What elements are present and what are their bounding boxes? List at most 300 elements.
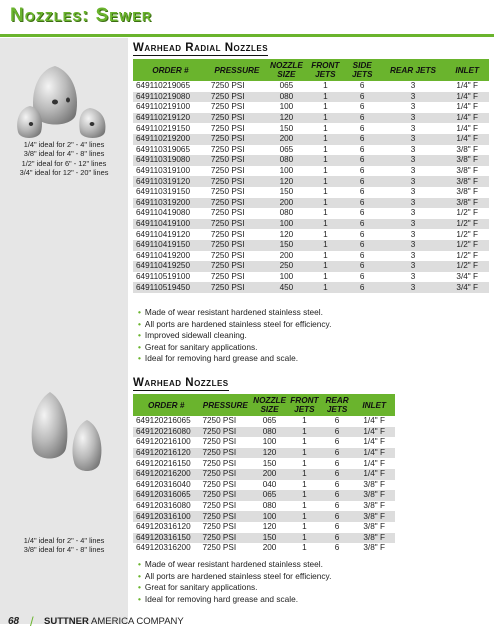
table-cell: 649110319150	[133, 187, 208, 198]
table-cell: 7250 PSI	[199, 427, 251, 438]
table-cell: 7250 PSI	[199, 522, 251, 533]
table-cell: 649120316040	[133, 480, 199, 491]
table-cell: 6	[344, 166, 381, 177]
table-row	[133, 219, 489, 230]
radial-feature: • Improved sidewall cleaning.	[138, 330, 331, 342]
table-row	[133, 229, 489, 240]
table-cell: 7250 PSI	[208, 282, 266, 293]
table-cell: 6	[344, 229, 381, 240]
table-cell: 1	[288, 511, 321, 522]
col-rear-jets-l1: REAR	[325, 396, 349, 405]
table-cell: 1	[307, 208, 344, 219]
table-cell: 200	[266, 134, 307, 145]
table-cell: 1/4" F	[353, 416, 395, 427]
table-cell: 649110219200	[133, 134, 208, 145]
table-cell: 7250 PSI	[208, 272, 266, 283]
col-nozzle-size	[266, 59, 307, 81]
table-cell: 120	[251, 448, 288, 459]
table-cell: 6	[344, 92, 381, 103]
table-cell: 3/8" F	[353, 533, 395, 544]
table-cell: 7250 PSI	[199, 533, 251, 544]
table-cell: 200	[266, 198, 307, 209]
col-pressure: PRESSURE	[199, 394, 251, 416]
table-cell: 6	[321, 437, 353, 448]
table-cell: 3/4" F	[445, 282, 489, 293]
table-cell: 1/2" F	[445, 240, 489, 251]
table-cell: 7250 PSI	[208, 240, 266, 251]
table-cell: 649110219120	[133, 113, 208, 124]
table-cell: 1	[307, 145, 344, 156]
table-cell: 150	[266, 240, 307, 251]
table-cell: 1	[307, 113, 344, 124]
table-cell: 080	[266, 155, 307, 166]
col-front-jets-l2: JETS	[294, 405, 315, 414]
table-cell: 100	[266, 219, 307, 230]
radial-feature: • Great for sanitary applications.	[138, 342, 331, 354]
warhead-table-header	[133, 394, 395, 416]
company-name-bold: SUTTNER	[44, 616, 89, 627]
table-cell: 1	[288, 448, 321, 459]
table-cell: 1	[307, 187, 344, 198]
table-cell: 1	[288, 543, 321, 554]
warhead-feature: • Great for sanitary applications.	[138, 582, 331, 594]
table-cell: 6	[321, 458, 353, 469]
table-cell: 7250 PSI	[208, 219, 266, 230]
table-cell: 1	[307, 282, 344, 293]
table-cell: 1	[307, 102, 344, 113]
table-cell: 3	[381, 123, 446, 134]
table-cell: 6	[344, 134, 381, 145]
table-cell: 6	[344, 272, 381, 283]
radial-note-2: 3/8" ideal for 4" - 8" lines	[23, 149, 105, 159]
table-cell: 1/2" F	[445, 251, 489, 262]
table-cell: 1/4" F	[353, 437, 395, 448]
table-cell: 649110419120	[133, 229, 208, 240]
table-cell: 100	[251, 437, 288, 448]
table-cell: 6	[321, 448, 353, 459]
table-cell: 1/4" F	[353, 469, 395, 480]
table-row	[133, 416, 395, 427]
col-inlet: INLET	[353, 394, 395, 416]
table-cell: 1	[307, 92, 344, 103]
col-front-jets	[288, 394, 321, 416]
table-cell: 1	[288, 458, 321, 469]
page-title: Nozzles: Sewer	[10, 5, 153, 26]
table-row	[133, 533, 395, 544]
table-cell: 1	[307, 219, 344, 230]
table-cell: 7250 PSI	[208, 166, 266, 177]
col-rear-jets-l2: JETS	[326, 405, 348, 414]
table-row	[133, 501, 395, 512]
table-cell: 6	[344, 282, 381, 293]
table-cell: 7250 PSI	[208, 81, 266, 92]
radial-note-1: 1/4" ideal for 2" - 4" lines	[23, 140, 105, 149]
table-row	[133, 81, 489, 92]
table-cell: 649110419100	[133, 219, 208, 230]
col-nozzle-size-l1: NOZZLE	[253, 396, 286, 405]
table-row	[133, 261, 489, 272]
table-cell: 7250 PSI	[208, 187, 266, 198]
table-cell: 649110219065	[133, 81, 208, 92]
table-cell: 649110419200	[133, 251, 208, 262]
table-cell: 649110419150	[133, 240, 208, 251]
table-cell: 1	[307, 272, 344, 283]
table-row	[133, 123, 489, 134]
table-cell: 649120216120	[133, 448, 199, 459]
table-cell: 6	[321, 511, 353, 522]
table-cell: 3/8" F	[353, 501, 395, 512]
table-cell: 1/2" F	[445, 219, 489, 230]
table-cell: 040	[251, 480, 288, 491]
table-cell: 3	[381, 198, 446, 209]
col-front-jets-l1: FRONT	[311, 61, 340, 70]
table-cell: 649120316080	[133, 501, 199, 512]
table-row	[133, 511, 395, 522]
table-cell: 1	[307, 251, 344, 262]
table-cell: 3/4" F	[445, 272, 489, 283]
table-cell: 120	[266, 229, 307, 240]
warhead-section-title: Warhead Nozzles	[133, 377, 229, 389]
warhead-table-body	[133, 416, 395, 554]
table-cell: 1	[307, 134, 344, 145]
table-cell: 7250 PSI	[199, 480, 251, 491]
table-cell: 6	[321, 490, 353, 501]
col-front-jets	[307, 59, 344, 81]
col-side-jets	[344, 59, 381, 81]
page-header	[0, 0, 494, 38]
page-number: 68	[8, 616, 20, 627]
warhead-nozzles-photo	[14, 390, 118, 482]
table-cell: 3/8" F	[445, 198, 489, 209]
table-row	[133, 176, 489, 187]
warhead-feature: • Made of wear resistant hardened stainless steel.	[138, 559, 331, 571]
table-cell: 1	[288, 490, 321, 501]
table-cell: 065	[251, 490, 288, 501]
page-footer	[0, 610, 494, 640]
table-cell: 100	[251, 511, 288, 522]
table-cell: 100	[266, 166, 307, 177]
table-cell: 1/4" F	[445, 92, 489, 103]
col-nozzle-size-l2: SIZE	[260, 405, 279, 414]
table-cell: 7250 PSI	[208, 261, 266, 272]
table-row	[133, 113, 489, 124]
table-cell: 649120316100	[133, 511, 199, 522]
table-cell: 3	[381, 208, 446, 219]
col-rear-jets	[321, 394, 353, 416]
table-cell: 3/8" F	[353, 480, 395, 491]
table-cell: 3/8" F	[445, 187, 489, 198]
radial-nozzles-photo	[10, 62, 120, 142]
col-nozzle-size-l2: SIZE	[277, 70, 296, 79]
table-cell: 065	[266, 145, 307, 156]
table-cell: 1/4" F	[445, 134, 489, 145]
table-cell: 6	[321, 427, 353, 438]
table-cell: 1/4" F	[445, 123, 489, 134]
table-cell: 1/4" F	[445, 81, 489, 92]
table-cell: 7250 PSI	[208, 134, 266, 145]
table-cell: 3	[381, 282, 446, 293]
table-cell: 1	[307, 198, 344, 209]
table-cell: 1/2" F	[445, 208, 489, 219]
table-row	[133, 187, 489, 198]
table-cell: 1	[288, 501, 321, 512]
table-cell: 649110219080	[133, 92, 208, 103]
table-cell: 7250 PSI	[208, 145, 266, 156]
table-cell: 3	[381, 176, 446, 187]
warhead-feature: • All ports are hardened stainless steel for efficiency.	[138, 571, 331, 583]
radial-feature: • All ports are hardened stainless steel for efficiency.	[138, 319, 331, 331]
table-cell: 649110319065	[133, 145, 208, 156]
col-rear-jets: REAR JETS	[381, 59, 446, 81]
table-row	[133, 155, 489, 166]
table-row	[133, 102, 489, 113]
table-row	[133, 134, 489, 145]
warhead-sizing-notes	[2, 536, 126, 555]
table-cell: 6	[321, 522, 353, 533]
table-cell: 3/8" F	[353, 490, 395, 501]
table-cell: 080	[266, 92, 307, 103]
table-cell: 120	[266, 176, 307, 187]
table-cell: 1	[307, 123, 344, 134]
table-cell: 7250 PSI	[199, 437, 251, 448]
company-name-rest: AMERICA COMPANY	[91, 616, 184, 627]
table-cell: 3/8" F	[353, 543, 395, 554]
table-cell: 7250 PSI	[199, 469, 251, 480]
table-cell: 7250 PSI	[199, 490, 251, 501]
table-cell: 065	[266, 81, 307, 92]
col-nozzle-size-l1: NOZZLE	[270, 61, 303, 70]
radial-table-body	[133, 81, 489, 293]
table-cell: 3	[381, 261, 446, 272]
table-cell: 7250 PSI	[208, 198, 266, 209]
company-name	[44, 616, 184, 627]
col-front-jets-l2: JETS	[315, 70, 336, 79]
radial-feature: • Ideal for removing hard grease and scale.	[138, 353, 331, 365]
warhead-feature: • Ideal for removing hard grease and scale.	[138, 594, 331, 606]
table-cell: 6	[321, 469, 353, 480]
table-row	[133, 469, 395, 480]
table-cell: 3/8" F	[353, 522, 395, 533]
table-cell: 649110319080	[133, 155, 208, 166]
table-cell: 7250 PSI	[208, 251, 266, 262]
table-cell: 649120316065	[133, 490, 199, 501]
warhead-note-1: 1/4" ideal for 2" - 4" lines	[23, 536, 105, 545]
table-cell: 6	[344, 81, 381, 92]
table-row	[133, 282, 489, 293]
table-row	[133, 208, 489, 219]
table-cell: 150	[251, 533, 288, 544]
table-cell: 3	[381, 81, 446, 92]
col-side-jets-l1: SIDE	[352, 61, 372, 70]
table-cell: 649120216200	[133, 469, 199, 480]
table-cell: 200	[266, 251, 307, 262]
table-row	[133, 543, 395, 554]
col-nozzle-size	[251, 394, 288, 416]
radial-note-4: 3/4" ideal for 12" - 20" lines	[19, 167, 109, 177]
table-cell: 3	[381, 166, 446, 177]
table-cell: 3/8" F	[445, 166, 489, 177]
table-cell: 1	[288, 427, 321, 438]
table-cell: 649120316200	[133, 543, 199, 554]
table-cell: 3	[381, 113, 446, 124]
table-cell: 649120216150	[133, 458, 199, 469]
table-cell: 1	[288, 469, 321, 480]
radial-nozzles-table	[133, 59, 489, 293]
table-cell: 7250 PSI	[199, 543, 251, 554]
table-cell: 7250 PSI	[208, 113, 266, 124]
radial-section-title: Warhead Radial Nozzles	[133, 42, 269, 54]
table-cell: 649110219150	[133, 123, 208, 134]
footer-divider: /	[30, 614, 34, 629]
table-cell: 6	[344, 123, 381, 134]
table-cell: 1	[307, 176, 344, 187]
table-cell: 649110319200	[133, 198, 208, 209]
table-cell: 6	[321, 533, 353, 544]
table-cell: 6	[344, 261, 381, 272]
table-row	[133, 240, 489, 251]
table-cell: 150	[266, 123, 307, 134]
table-row	[133, 427, 395, 438]
table-cell: 150	[266, 187, 307, 198]
table-cell: 3	[381, 219, 446, 230]
radial-sizing-notes	[2, 140, 126, 177]
table-cell: 6	[344, 187, 381, 198]
table-cell: 6	[321, 480, 353, 491]
table-cell: 6	[344, 113, 381, 124]
table-cell: 3	[381, 187, 446, 198]
table-cell: 6	[344, 155, 381, 166]
table-row	[133, 522, 395, 533]
col-front-jets-l1: FRONT	[290, 396, 319, 405]
table-cell: 7250 PSI	[208, 208, 266, 219]
table-cell: 200	[251, 469, 288, 480]
table-cell: 1/2" F	[445, 229, 489, 240]
table-cell: 1/4" F	[445, 102, 489, 113]
table-cell: 065	[251, 416, 288, 427]
table-cell: 1	[307, 155, 344, 166]
table-cell: 6	[344, 145, 381, 156]
table-cell: 6	[344, 240, 381, 251]
table-cell: 1/4" F	[353, 458, 395, 469]
warhead-note-2: 3/8" ideal for 4" - 8" lines	[23, 545, 105, 555]
table-cell: 3/8" F	[445, 176, 489, 187]
table-cell: 649110419080	[133, 208, 208, 219]
table-row	[133, 145, 489, 156]
col-order: ORDER #	[133, 59, 208, 81]
col-side-jets-l2: JETS	[351, 70, 373, 79]
table-row	[133, 448, 395, 459]
table-row	[133, 480, 395, 491]
table-cell: 6	[344, 251, 381, 262]
table-cell: 649110519450	[133, 282, 208, 293]
radial-note-3: 1/2" ideal for 6" - 12" lines	[21, 158, 107, 168]
table-cell: 6	[344, 102, 381, 113]
table-cell: 1	[288, 522, 321, 533]
table-cell: 1	[307, 166, 344, 177]
table-cell: 3	[381, 102, 446, 113]
table-cell: 120	[251, 522, 288, 533]
table-cell: 1	[307, 229, 344, 240]
table-row	[133, 166, 489, 177]
table-cell: 649120216065	[133, 416, 199, 427]
table-row	[133, 251, 489, 262]
table-cell: 150	[251, 458, 288, 469]
table-cell: 3/8" F	[445, 155, 489, 166]
table-cell: 7250 PSI	[208, 92, 266, 103]
table-cell: 6	[321, 501, 353, 512]
table-row	[133, 458, 395, 469]
table-cell: 6	[344, 176, 381, 187]
table-cell: 120	[266, 113, 307, 124]
table-cell: 3	[381, 272, 446, 283]
table-cell: 3/8" F	[353, 511, 395, 522]
col-order: ORDER #	[133, 394, 199, 416]
table-row	[133, 490, 395, 501]
table-cell: 1/4" F	[353, 427, 395, 438]
table-cell: 3	[381, 134, 446, 145]
table-cell: 7250 PSI	[199, 458, 251, 469]
table-cell: 649120316150	[133, 533, 199, 544]
table-cell: 649120316120	[133, 522, 199, 533]
table-cell: 1/4" F	[445, 113, 489, 124]
table-cell: 3	[381, 92, 446, 103]
table-cell: 200	[251, 543, 288, 554]
table-cell: 6	[344, 219, 381, 230]
table-cell: 649110519100	[133, 272, 208, 283]
table-cell: 6	[321, 416, 353, 427]
table-cell: 6	[344, 208, 381, 219]
table-cell: 1/4" F	[353, 448, 395, 459]
table-cell: 7250 PSI	[208, 155, 266, 166]
table-cell: 100	[266, 272, 307, 283]
radial-features	[138, 307, 331, 365]
table-cell: 649110419250	[133, 261, 208, 272]
table-cell: 3	[381, 155, 446, 166]
table-cell: 450	[266, 282, 307, 293]
table-cell: 7250 PSI	[208, 229, 266, 240]
table-cell: 7250 PSI	[199, 511, 251, 522]
radial-table-header	[133, 59, 489, 81]
table-cell: 7250 PSI	[199, 416, 251, 427]
table-cell: 7250 PSI	[199, 501, 251, 512]
col-pressure: PRESSURE	[208, 59, 266, 81]
table-cell: 649110319120	[133, 176, 208, 187]
table-cell: 6	[321, 543, 353, 554]
header-rule	[0, 34, 494, 37]
table-cell: 1	[307, 81, 344, 92]
warhead-nozzles-table	[133, 394, 395, 554]
table-cell: 649120216100	[133, 437, 199, 448]
table-cell: 1	[307, 261, 344, 272]
table-cell: 1	[288, 533, 321, 544]
warhead-features	[138, 559, 331, 605]
radial-feature: • Made of wear resistant hardened stainless steel.	[138, 307, 331, 319]
table-cell: 1	[288, 480, 321, 491]
table-cell: 1	[288, 437, 321, 448]
table-cell: 080	[251, 501, 288, 512]
table-cell: 7250 PSI	[208, 102, 266, 113]
table-cell: 649110219100	[133, 102, 208, 113]
table-cell: 080	[251, 427, 288, 438]
col-inlet: INLET	[445, 59, 489, 81]
table-cell: 7250 PSI	[208, 176, 266, 187]
table-cell: 7250 PSI	[199, 448, 251, 459]
table-row	[133, 437, 395, 448]
table-cell: 250	[266, 261, 307, 272]
table-cell: 3	[381, 251, 446, 262]
table-cell: 080	[266, 208, 307, 219]
table-cell: 3	[381, 145, 446, 156]
